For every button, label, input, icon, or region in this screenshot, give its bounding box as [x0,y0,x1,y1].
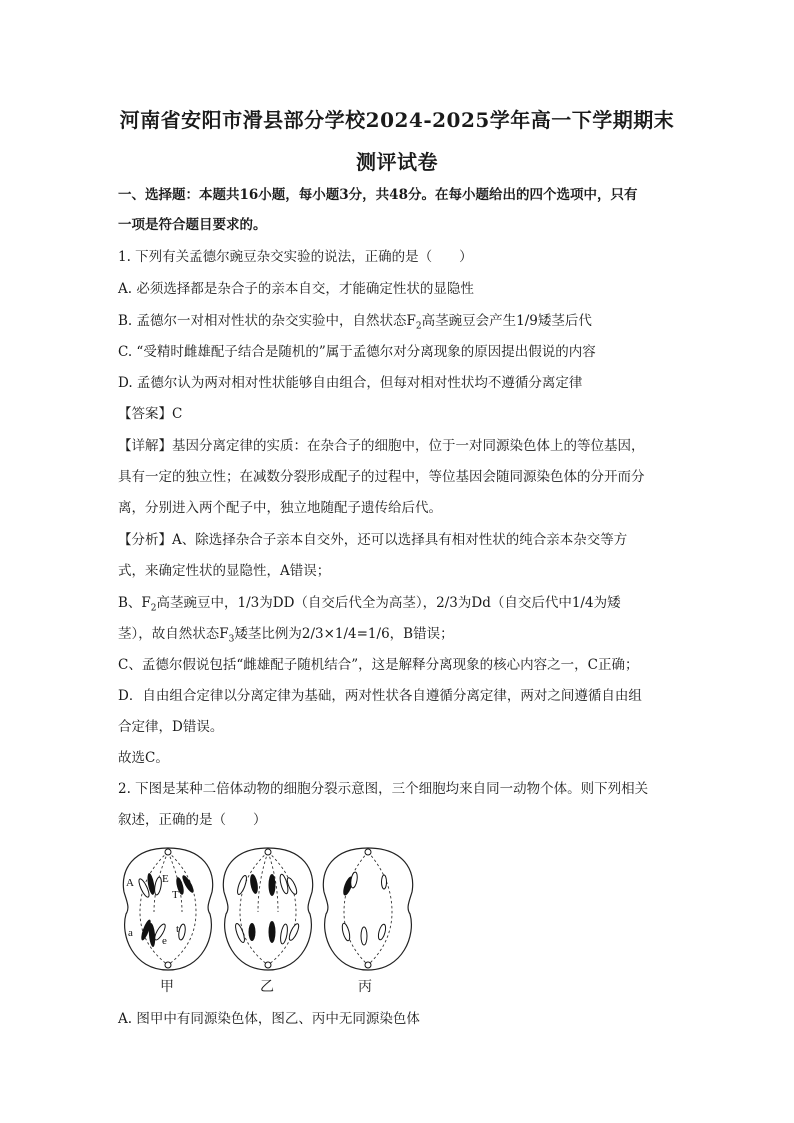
section-header-line1: 一、选择题：本题共16小题，每小题3分，共48分。在每小题给出的四个选项中，只有 [118,187,638,203]
gene-label-e-upper: E [162,873,169,885]
cell-jia [123,848,212,970]
cell-yi [223,848,312,970]
option-b-text-post: 高茎豌豆会产生1/9矮茎后代 [421,313,592,329]
analysis-d-line2: 合定律，D错误。 [118,719,224,735]
analysis-b1-pre: B、F [118,595,151,611]
answer-line: 【答案】C [118,406,183,422]
analysis-b-line1 [118,594,621,618]
question-2-stem-line1: 2. 下图是某种二倍体动物的细胞分裂示意图，三个细胞均来自同一动物个体。则下列相关 [118,781,649,797]
detail-line3: 离，分别进入两个配子中，独立地随配子遗传给后代。 [118,500,442,516]
question-1-option-b [118,312,592,336]
detail-line2: 具有一定的独立性；在减数分裂形成配子的过程中，等位基因会随同源染色体的分开而分 [118,469,645,485]
analysis-b1-subscript: 2 [150,603,157,614]
section-header-line2: 一项是符合题目要求的。 [118,217,267,233]
analysis-line1: 【分析】A、除选择杂合子亲本自交外，还可以选择具有相对性状的纯合亲本杂交等方 [118,532,628,548]
detail-line1: 【详解】基因分离定律的实质：在杂合子的细胞中，位于一对同源染色体上的等位基因， [118,438,645,454]
analysis-c-line: C、孟德尔假说包括“雌雄配子随机结合”，这是解释分离现象的核心内容之一，C正确； [118,657,639,673]
cell-label-jia: 甲 [160,979,174,995]
gene-label-t-lower: t [176,923,180,935]
cell-division-figure [118,840,438,995]
question-2-stem-line2: 叙述，正确的是（ ） [118,812,267,828]
question-1-option-c: C. “受精时雌雄配子结合是随机的”属于孟德尔对分离现象的原因提出假说的内容 [118,344,596,360]
exam-title-line1: 河南省安阳市滑县部分学校2024-2025学年高一下学期期末 [119,108,675,132]
analysis-d-line1: D．自由组合定律以分离定律为基础，两对性状各自遵循分离定律，两对之间遵循自由组 [118,688,642,704]
analysis-line2: 式，来确定性状的显隐性，A错误； [118,563,331,579]
gene-label-t-upper: T [172,889,179,901]
gene-label-e-lower: e [162,935,167,947]
exam-title-line2: 测评试卷 [356,150,438,174]
cell-label-bing: 丙 [358,979,372,995]
option-b-text-pre: B. 孟德尔一对相对性状的杂交实验中，自然状态F [118,313,416,329]
analysis-b2-subscript: 3 [228,634,235,645]
cell-label-yi: 乙 [260,979,274,995]
analysis-b2-post: 矮茎比例为2/3×1/4=1/6，B错误； [234,626,454,642]
gene-label-a-lower: a [128,927,133,939]
cell-bing [323,848,412,970]
question-1-stem: 1. 下列有关孟德尔豌豆杂交实验的说法，正确的是（ ） [118,249,473,265]
question-2-option-a: A. 图甲中有同源染色体，图乙、丙中无同源染色体 [118,1011,420,1027]
option-b-subscript: 2 [415,321,422,332]
question-1-option-a: A. 必须选择都是杂合子的亲本自交，才能确定性状的显隐性 [118,281,474,297]
analysis-b2-pre: 茎），故自然状态F [118,626,229,642]
gene-label-a-upper: A [126,877,134,889]
analysis-b1-post: 高茎豌豆中，1/3为DD（自交后代全为高茎），2/3为Dd（自交后代中1/4为矮 [156,595,621,611]
analysis-b-line2 [118,625,454,649]
conclusion-line: 故选C。 [118,750,169,766]
question-1-option-d: D. 孟德尔认为两对相对性状能够自由组合，但每对相对性状均不遵循分离定律 [118,375,583,391]
